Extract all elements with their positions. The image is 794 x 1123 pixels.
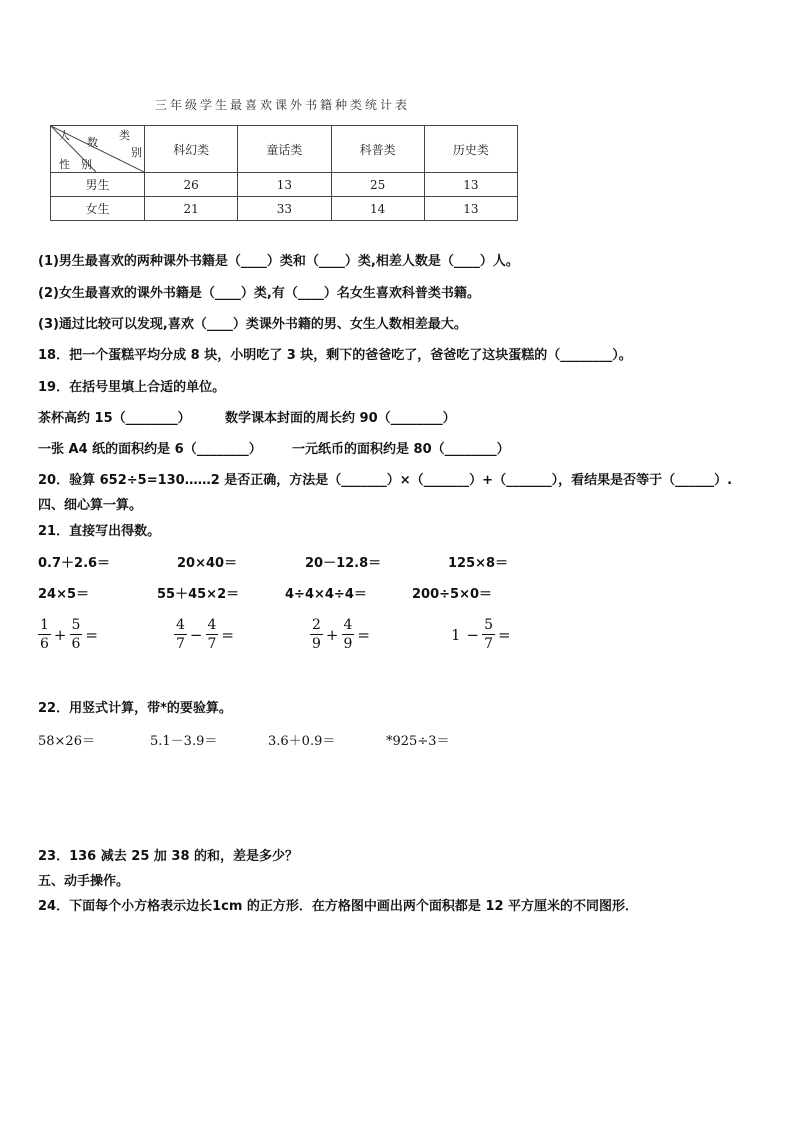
fraction: $\frac{4}{9}$ [343, 617, 353, 652]
column-header: 童话类 [238, 126, 331, 173]
fraction: $\frac{5}{7}$ [484, 617, 494, 652]
section-5-title: 五、动手操作。 [38, 874, 130, 889]
question-21: 21．直接写出得数。 [38, 524, 161, 539]
section-4-title: 四、细心算一算。 [38, 498, 143, 513]
column-header: 科普类 [331, 126, 424, 173]
question-20: 20．验算 652÷5=130……2 是否正确，方法是（_______）×（_______）+（_______），看结果是否等于（______）. [38, 473, 733, 488]
question-17-1: (1)男生最喜欢的两种课外书籍是（____）类和（____）类,相差人数是（____）人。 [38, 254, 519, 269]
question-18: 18．把一个蛋糕平均分成 8 块，小明吃了 3 块，剩下的爸爸吃了，爸爸吃了这块蛋糕的（________）。 [38, 348, 632, 363]
calc-item: 4÷4×4÷4＝ [285, 587, 367, 602]
table-row [51, 197, 518, 221]
book-statistics-table [50, 125, 518, 221]
table-cell: 13 [424, 173, 517, 197]
corner-label: 别 [81, 158, 92, 171]
table-cell: 13 [424, 197, 517, 221]
table-row [51, 173, 518, 197]
row-label: 男生 [51, 173, 145, 197]
corner-label: 性 [59, 158, 70, 171]
fraction-expression: $\frac{2}{9}$ + $\frac{4}{9}$ = [312, 617, 370, 652]
corner-label: 别 [131, 146, 142, 159]
column-header: 历史类 [424, 126, 517, 173]
table-cell: 13 [238, 173, 331, 197]
column-header: 科幻类 [145, 126, 238, 173]
fraction-expression: 1 − $\frac{5}{7}$ = [451, 617, 511, 652]
table-cell: 33 [238, 197, 331, 221]
fraction-expression: $\frac{1}{6}$ + $\frac{5}{6}$ = [40, 617, 98, 652]
calc-item: 0.7＋2.6＝ [38, 556, 111, 571]
question-22: 22．用竖式计算，带*的要验算。 [38, 701, 232, 716]
fraction: $\frac{5}{6}$ [71, 617, 81, 652]
question-19-b: 数学课本封面的周长约 90（________） [225, 411, 456, 426]
calc-item: 125×8＝ [448, 556, 509, 571]
corner-label: 人 [59, 129, 70, 142]
fraction: $\frac{4}{7}$ [207, 617, 217, 652]
vertical-calc-item: 58×26＝ [38, 734, 95, 749]
calc-item: 24×5＝ [38, 587, 90, 602]
question-19-c: 一张 A4 纸的面积约是 6（________） [38, 442, 262, 457]
table-cell: 21 [145, 197, 238, 221]
question-24: 24．下面每个小方格表示边长1cm 的正方形．在方格图中画出两个面积都是 12 平方厘米的不同图形． [38, 899, 639, 914]
fraction: $\frac{4}{7}$ [176, 617, 185, 652]
vertical-calc-item: 3.6＋0.9＝ [268, 734, 336, 749]
question-23: 23．136 减去 25 加 38 的和，差是多少？ [38, 849, 299, 864]
table-cell: 25 [331, 173, 424, 197]
table-cell: 26 [145, 173, 238, 197]
question-19-d: 一元纸币的面积约是 80（________） [292, 442, 510, 457]
question-19: 19．在括号里填上合适的单位。 [38, 380, 226, 395]
calc-item: 55＋45×2＝ [157, 587, 240, 602]
corner-label: 类 [119, 129, 130, 142]
vertical-calc-item: 5.1－3.9＝ [150, 734, 218, 749]
corner-label: 数 [87, 136, 98, 149]
fraction: $\frac{1}{6}$ [40, 617, 49, 652]
table-cell: 14 [331, 197, 424, 221]
row-label: 女生 [51, 197, 145, 221]
calc-item: 20×40＝ [177, 556, 238, 571]
question-19-a: 茶杯高约 15（________） [38, 411, 191, 426]
question-17-2: (2)女生最喜欢的课外书籍是（____）类,有（____）名女生喜欢科普类书籍。 [38, 286, 480, 301]
table-corner-cell [51, 126, 145, 173]
fraction: $\frac{2}{9}$ [312, 617, 321, 652]
vertical-calc-item: *925÷3＝ [386, 734, 450, 749]
question-17-3: (3)通过比较可以发现,喜欢（____）类课外书籍的男、女生人数相差最大。 [38, 317, 467, 332]
calc-item: 200÷5×0＝ [412, 587, 493, 602]
calc-item: 20－12.8＝ [305, 556, 382, 571]
fraction-expression: $\frac{4}{7}$ − $\frac{4}{7}$ = [176, 617, 234, 652]
table-header-row [51, 126, 518, 173]
table-caption: 三年级学生最喜欢课外书籍种类统计表 [155, 98, 411, 112]
